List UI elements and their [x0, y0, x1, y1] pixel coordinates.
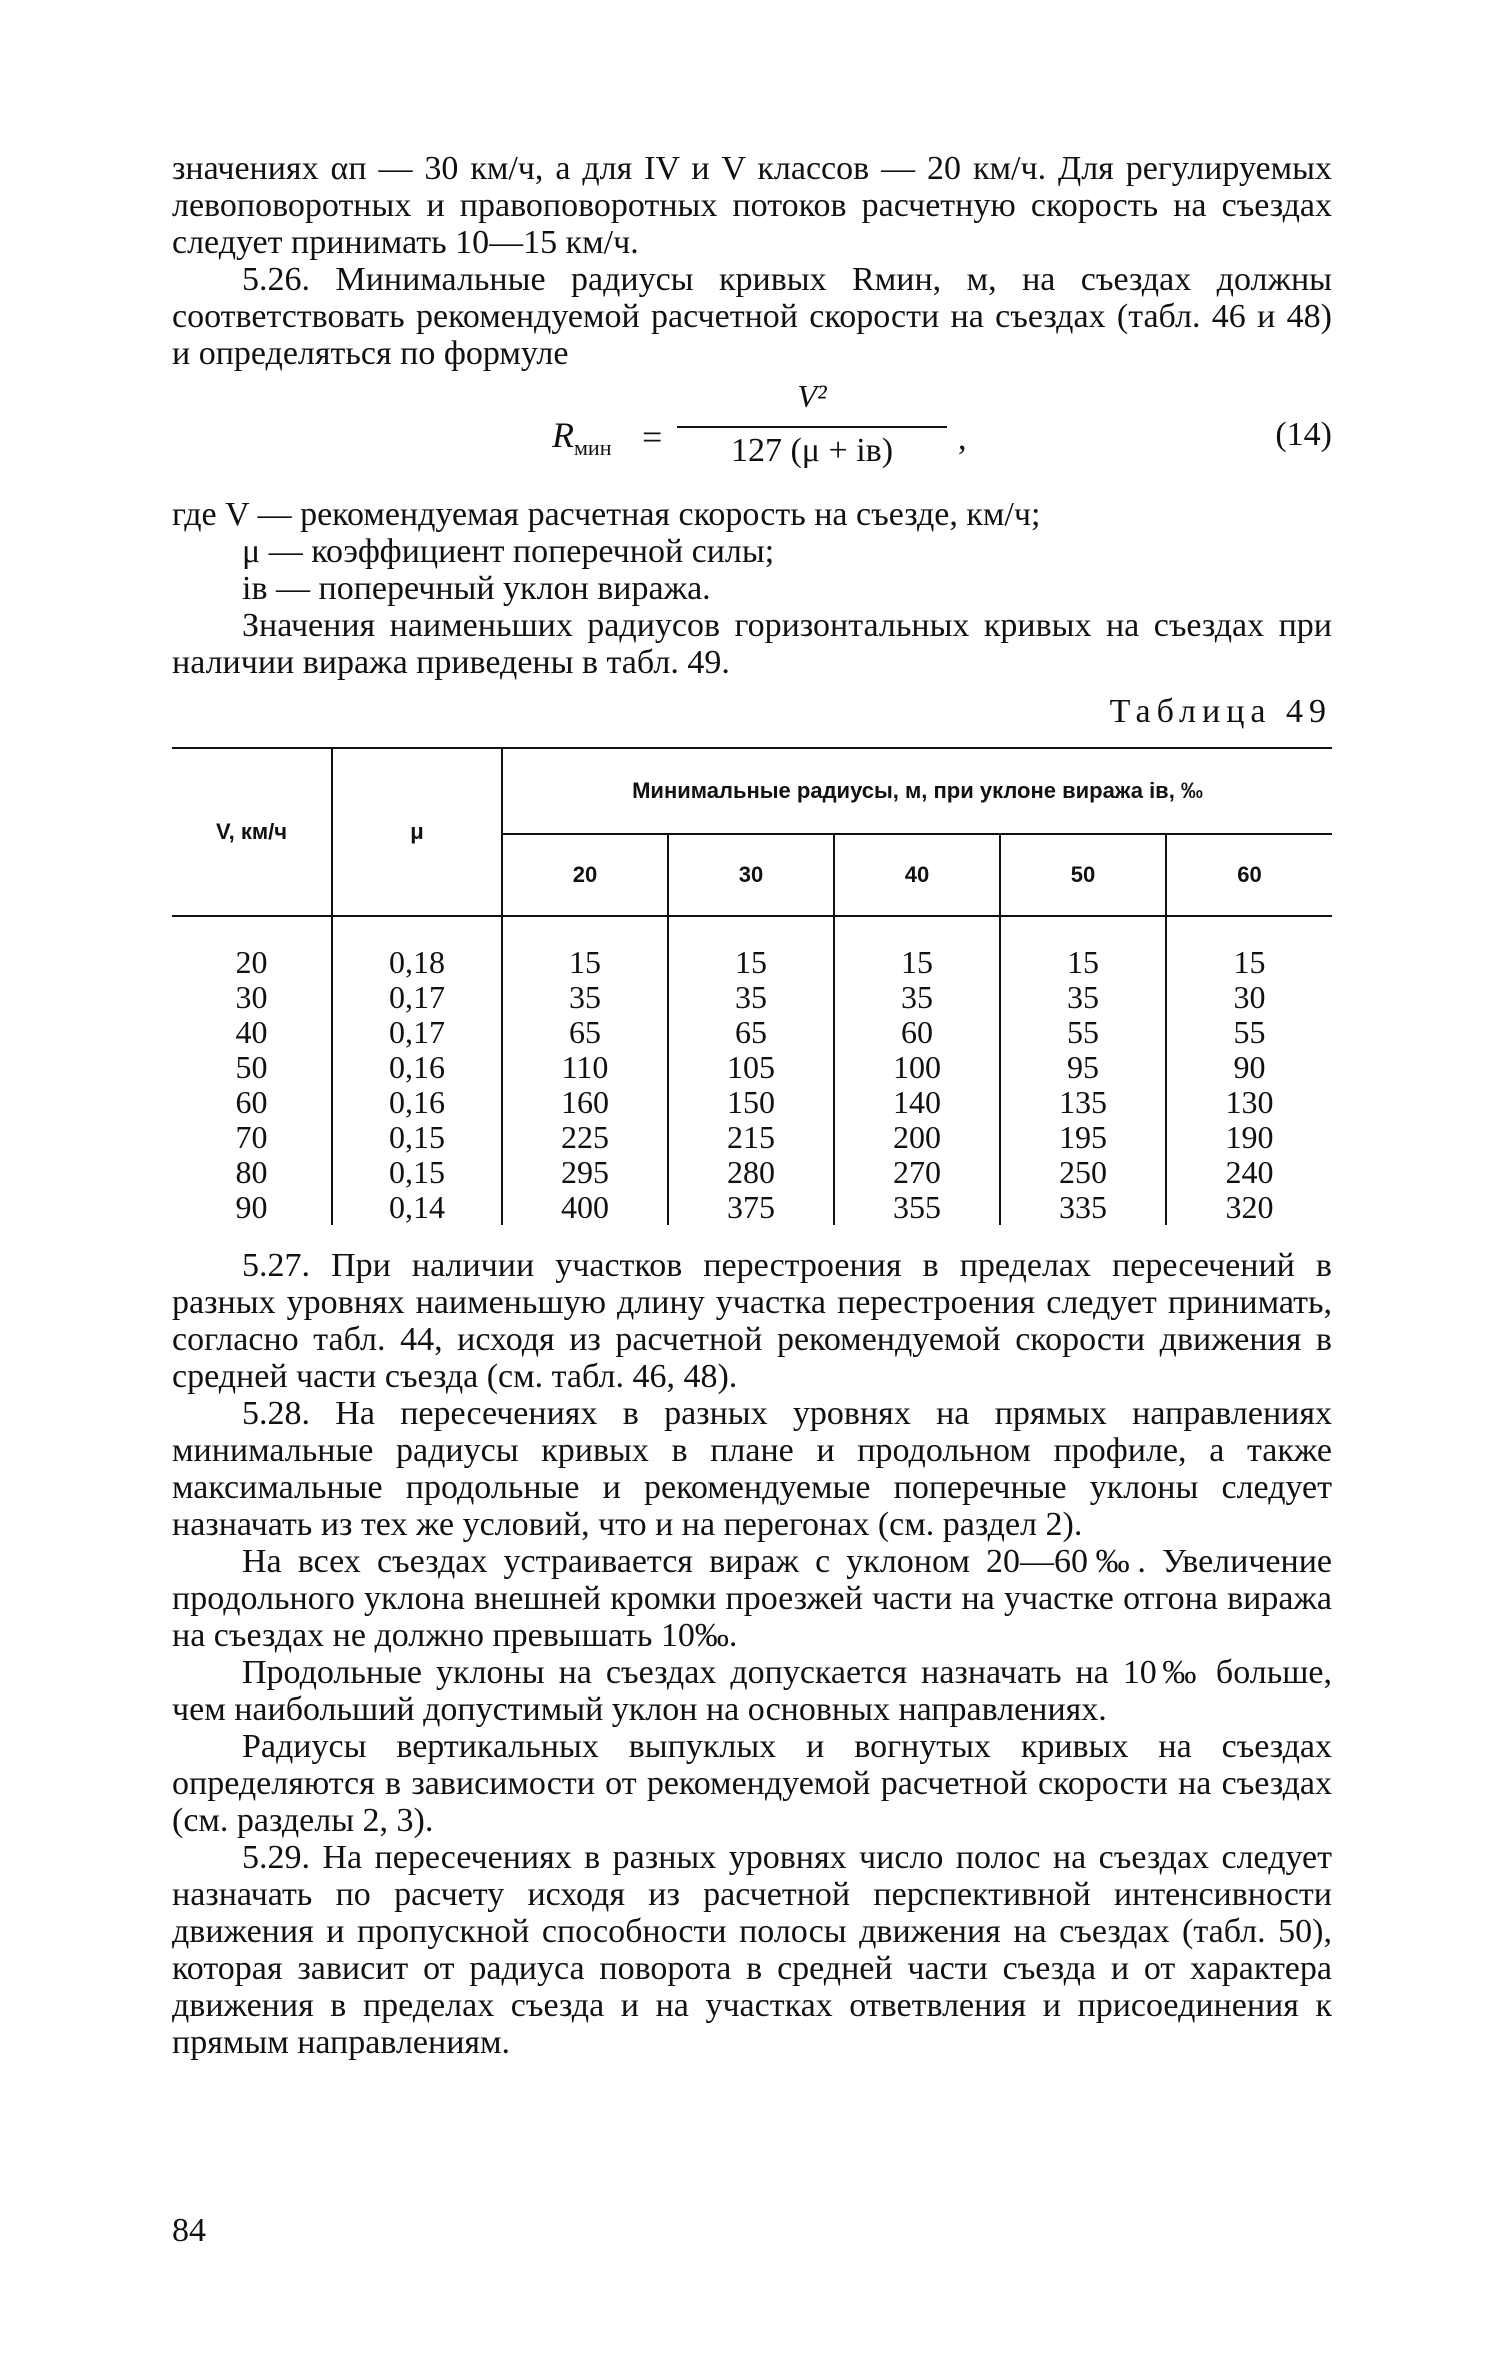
cell-v: 40	[235, 1014, 268, 1050]
cell-radius: 65	[502, 1015, 668, 1050]
header-slope: 40	[834, 834, 1000, 915]
cell-radius: 215	[668, 1120, 834, 1155]
cell-radius: 200	[834, 1120, 1000, 1155]
cell-mu: 0,15	[332, 1155, 502, 1190]
definition-iv: iв — поперечный уклон виража.	[242, 570, 711, 607]
paragraph: 5.29. На пересечениях в разных уровнях число полос на съездах следует назначать по расчету исходя из расчетной перспективной интенсивности движения и пропускной способности полосы движения на съездах (табл. 50), которая зависит от радиуса поворота в средней части съезда и от характера движения в пределах съезда и на участках ответвления и присоединения к прямым направлениям.	[172, 1839, 1332, 2061]
table-row	[172, 1085, 1332, 1120]
formula-comma: ,	[958, 420, 967, 457]
cell-radius: 55	[1000, 1015, 1166, 1050]
cell-radius: 295	[502, 1155, 668, 1190]
cell-v: 80	[235, 1154, 268, 1190]
paragraph-table-intro: Значения наименьших радиусов горизонтальных кривых на съездах при наличии виража приведены в табл. 49.	[172, 607, 1332, 681]
cell-mu: 0,18	[332, 916, 502, 980]
cell-radius: 140	[834, 1085, 1000, 1120]
cell-radius: 135	[1000, 1085, 1166, 1120]
cell-radius: 240	[1166, 1155, 1332, 1190]
cell-radius: 15	[668, 916, 834, 980]
header-mu: μ	[332, 748, 502, 915]
table-row	[172, 1015, 1332, 1050]
table-row	[172, 1050, 1332, 1085]
formula-14	[172, 378, 1332, 496]
cell-radius: 15	[834, 916, 1000, 980]
cell-radius: 355	[834, 1190, 1000, 1225]
page-body	[172, 150, 1332, 2061]
header-v: V, км/ч	[172, 748, 332, 915]
cell-radius: 100	[834, 1050, 1000, 1085]
cell-radius: 130	[1166, 1085, 1332, 1120]
table-body	[172, 916, 1332, 1225]
paragraph: 5.28. На пересечениях в разных уровнях на прямых направлениях минимальные радиусы кривых в плане и продольном профиле, а также максимальные продольные и рекомендуемые поперечные уклоны следует назначать из тех же условий, что и на перегонах (см. раздел 2).	[172, 1395, 1332, 1543]
cell-radius: 195	[1000, 1120, 1166, 1155]
cell-radius: 375	[668, 1190, 834, 1225]
cell-radius: 30	[1166, 980, 1332, 1015]
definition-v: где V — рекомендуемая расчетная скорость на съезде, км/ч;	[172, 496, 1041, 533]
cell-radius: 225	[502, 1120, 668, 1155]
header-min-radius: Минимальные радиусы, м, при уклоне виража iв, ‰	[502, 748, 1332, 834]
cell-radius: 335	[1000, 1190, 1166, 1225]
paragraph: Радиусы вертикальных выпуклых и вогнутых кривых на съездах определяются в зависимости от рекомендуемой расчетной скорости на съездах (см. разделы 2, 3).	[172, 1728, 1332, 1839]
cell-radius: 90	[1166, 1050, 1332, 1085]
cell-radius: 160	[502, 1085, 668, 1120]
cell-radius: 320	[1166, 1190, 1332, 1225]
cell-radius: 15	[1000, 916, 1166, 980]
cell-v: 60	[235, 1084, 268, 1120]
paragraph-5-26: 5.26. Минимальные радиусы кривых Rмин, м, на съездах должны соответствовать рекомендуемой расчетной скорости на съездах (табл. 46 и 48) и определяться по формуле	[172, 261, 1332, 372]
cell-radius: 35	[502, 980, 668, 1015]
variable-definitions	[172, 496, 1332, 607]
formula-denominator: 127 (μ + iв)	[730, 432, 894, 469]
cell-v: 50	[235, 1049, 268, 1085]
paragraph: Продольные уклоны на съездах допускается назначать на 10‰ больше, чем наибольший допустимый уклон на основных направлениях.	[172, 1654, 1332, 1728]
cell-mu: 0,16	[332, 1050, 502, 1085]
table-row	[172, 1155, 1332, 1190]
paragraph: 5.27. При наличии участков перестроения в пределах пересечений в разных уровнях наименьшую длину участка перестроения следует принимать, согласно табл. 44, исходя из расчетной рекомендуемой скорости движения в средней части съезда (см. табл. 46, 48).	[172, 1247, 1332, 1395]
table-row	[172, 1120, 1332, 1155]
cell-radius: 60	[834, 1015, 1000, 1050]
cell-radius: 65	[668, 1015, 834, 1050]
formula-numerator: V²	[797, 378, 827, 414]
header-slope: 20	[502, 834, 668, 915]
formula-lhs: $R_{мин}$	[552, 415, 612, 461]
table-row	[172, 1190, 1332, 1225]
paragraph: На всех съездах устраивается вираж с уклоном 20—60‰. Увеличение продольного уклона внешней кромки проезжей части на участке отгона виража на съездах не должно превышать 10‰.	[172, 1543, 1332, 1654]
cell-mu: 0,17	[332, 980, 502, 1015]
table-row	[172, 980, 1332, 1015]
cell-radius: 400	[502, 1190, 668, 1225]
header-slope: 50	[1000, 834, 1166, 915]
cell-radius: 110	[502, 1050, 668, 1085]
table-caption: Таблица 49	[1109, 693, 1332, 730]
equation-number: (14)	[1275, 416, 1332, 453]
cell-radius: 250	[1000, 1155, 1166, 1190]
cell-v: 70	[235, 1119, 268, 1155]
fraction-bar	[677, 426, 947, 428]
cell-v: 30	[235, 979, 268, 1015]
cell-radius: 270	[834, 1155, 1000, 1190]
cell-mu: 0,15	[332, 1120, 502, 1155]
cell-mu: 0,16	[332, 1085, 502, 1120]
cell-radius: 190	[1166, 1120, 1332, 1155]
table-row	[172, 916, 1332, 980]
cell-radius: 105	[668, 1050, 834, 1085]
cell-v: 90	[235, 1189, 268, 1225]
cell-radius: 35	[1000, 980, 1166, 1015]
cell-v: 20	[235, 944, 268, 980]
formula-equals: =	[642, 417, 663, 457]
cell-radius: 35	[834, 980, 1000, 1015]
cell-radius: 35	[668, 980, 834, 1015]
table-49	[172, 747, 1332, 1225]
cell-radius: 150	[668, 1085, 834, 1120]
header-slope: 60	[1166, 834, 1332, 915]
definition-mu: μ — коэффициент поперечной силы;	[242, 533, 775, 570]
cell-mu: 0,17	[332, 1015, 502, 1050]
cell-radius: 55	[1166, 1015, 1332, 1050]
cell-radius: 15	[502, 916, 668, 980]
header-slope: 30	[668, 834, 834, 915]
cell-radius: 280	[668, 1155, 834, 1190]
paragraph-continuation: значениях αп — 30 км/ч, а для IV и V классов — 20 км/ч. Для регулируемых левоповоротных и правоповоротных потоков расчетную скорость на съездах следует принимать 10—15 км/ч.	[172, 150, 1332, 261]
paragraphs-bottom	[172, 1247, 1332, 2061]
page-number: 84	[172, 2212, 206, 2249]
cell-radius: 15	[1166, 916, 1332, 980]
cell-mu: 0,14	[332, 1190, 502, 1225]
cell-radius: 95	[1000, 1050, 1166, 1085]
